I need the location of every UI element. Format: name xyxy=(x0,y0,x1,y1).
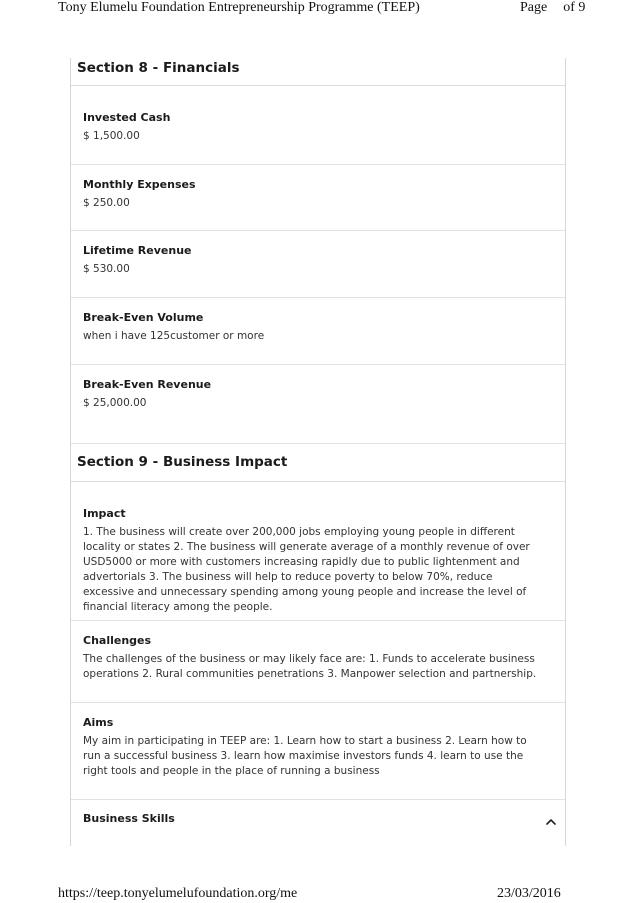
chevron-up-icon[interactable] xyxy=(545,816,557,828)
field-label: Invested Cash xyxy=(83,111,171,124)
field-monthly-expenses xyxy=(71,165,565,231)
section-9-header xyxy=(71,444,565,482)
field-label: Monthly Expenses xyxy=(83,178,196,191)
print-date: 23/03/2016 xyxy=(497,886,561,901)
section-8-header xyxy=(71,58,565,86)
field-label: Break-Even Volume xyxy=(83,311,204,324)
field-impact xyxy=(71,482,565,621)
field-label: Impact xyxy=(83,507,126,520)
field-value: 1. The business will create over 200,000 jobs employing young people in different locality or states 2. The business will generate average of a monthly revenue of over USD5000 or more with customers increasing rapidly due to public lightenment and advertorials 3. The business will help to reduce poverty to below 70%, reduce excessive and unnecessary spending among young people and increase the level of financial literacy among the people. xyxy=(83,526,530,613)
field-value: My aim in participating in TEEP are: 1. Learn how to start a business 2. Learn how to run a successful business 3. learn how maximise investors funds 4. learn to use the right tools and people in the place of running a business xyxy=(83,735,527,777)
field-value: $ 250.00 xyxy=(83,197,130,209)
field-label: Business Skills xyxy=(83,812,175,825)
document-title: Tony Elumelu Foundation Entrepreneurship Programme (TEEP) xyxy=(58,0,420,15)
print-footer xyxy=(0,886,638,903)
print-header xyxy=(0,0,638,22)
field-invested-cash xyxy=(71,86,565,165)
page-url: https://teep.tonyelumelufoundation.org/me xyxy=(58,886,298,901)
field-value: $ 530.00 xyxy=(83,263,130,275)
field-label: Challenges xyxy=(83,634,152,647)
field-business-skills[interactable] xyxy=(71,800,565,846)
field-aims xyxy=(71,703,565,800)
field-label: Aims xyxy=(83,716,114,729)
form-card xyxy=(70,58,566,846)
field-lifetime-revenue xyxy=(71,231,565,298)
field-value: when i have 125customer or more xyxy=(83,330,265,342)
field-break-even-volume xyxy=(71,298,565,365)
page-total: of 9 xyxy=(563,0,586,15)
section-8-title: Section 8 - Financials xyxy=(77,60,240,76)
field-value: $ 1,500.00 xyxy=(83,130,140,142)
field-label: Break-Even Revenue xyxy=(83,378,212,391)
section-9-title: Section 9 - Business Impact xyxy=(77,454,288,470)
field-value: The challenges of the business or may likely face are: 1. Funds to accelerate business operations 2. Rural communities penetrations 3. Manpower selection and partnership. xyxy=(83,653,537,680)
page-indicator xyxy=(520,0,585,16)
field-challenges xyxy=(71,621,565,703)
field-label: Lifetime Revenue xyxy=(83,244,192,257)
page-label: Page xyxy=(520,0,548,15)
field-value: $ 25,000.00 xyxy=(83,397,147,409)
field-break-even-revenue xyxy=(71,365,565,444)
